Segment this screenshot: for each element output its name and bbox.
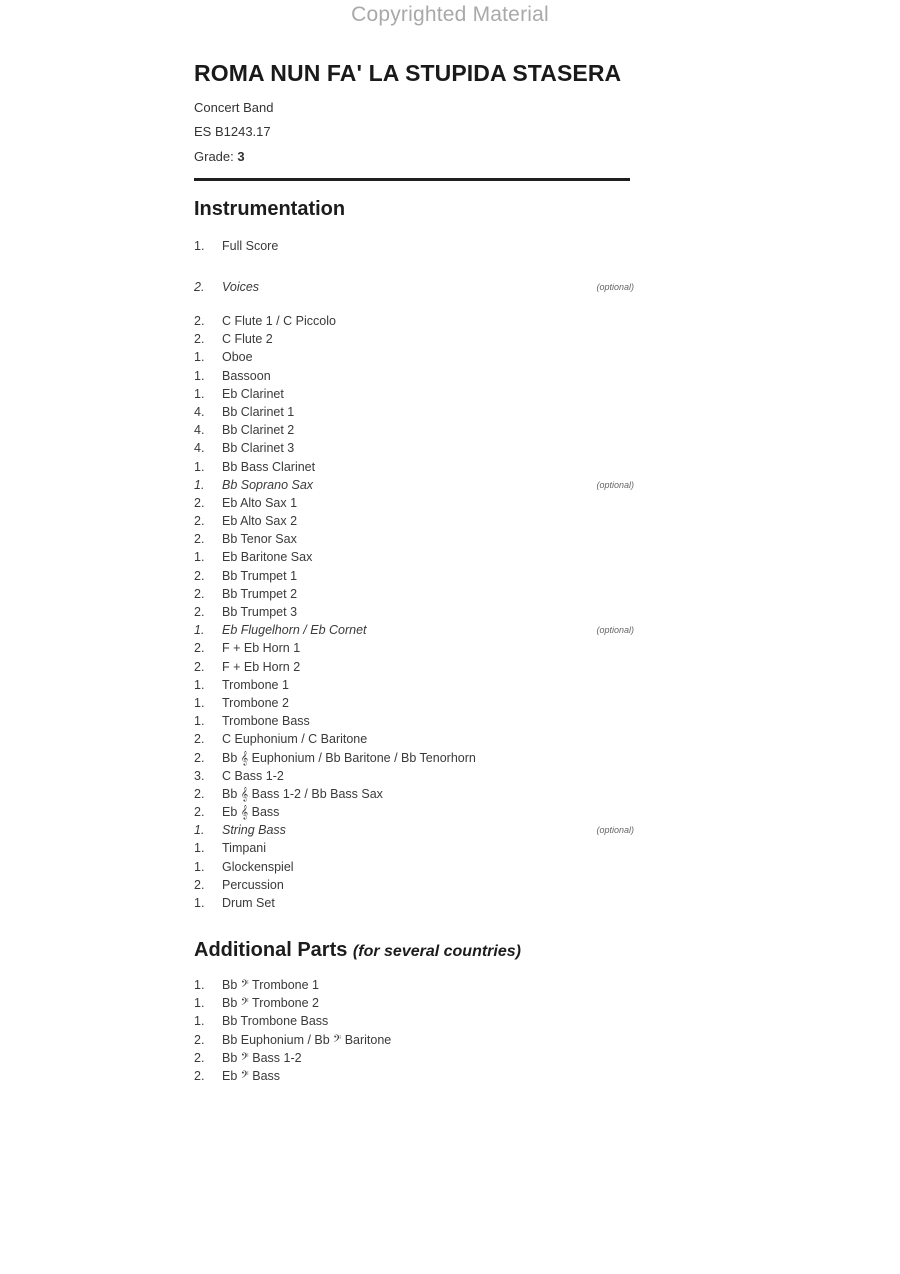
part-quantity: 2. [194, 805, 205, 820]
part-quantity: 1. [194, 477, 205, 492]
part-quantity: 2. [194, 641, 205, 656]
part-row [194, 1012, 634, 1030]
part-row [194, 367, 634, 385]
grade-value: 3 [237, 149, 245, 164]
part-quantity: 1. [194, 350, 205, 365]
part-row [194, 494, 634, 512]
part-row [194, 530, 634, 548]
part-row [194, 603, 634, 621]
part-row [194, 639, 634, 657]
optional-label: (optional) [596, 625, 634, 636]
part-name: Bb Trumpet 1 [222, 568, 298, 583]
part-quantity: 2. [194, 1068, 205, 1083]
part-name: Trombone 2 [222, 695, 289, 710]
catalog-number: ES B1243.17 [194, 124, 271, 139]
part-name: Eb Alto Sax 2 [222, 514, 298, 529]
part-name: Bb Clarinet 1 [222, 404, 295, 419]
part-row [194, 749, 634, 767]
part-quantity: 2. [194, 495, 205, 510]
parts-list [194, 312, 634, 912]
part-row [194, 785, 634, 803]
part-quantity: 1. [194, 623, 205, 638]
grade-label: Grade: [194, 149, 234, 164]
instrumentation-heading: Instrumentation [194, 198, 346, 220]
additional-parts-subtitle: (for several countries) [352, 943, 521, 960]
part-quantity: 1. [194, 695, 205, 710]
part-row [194, 839, 634, 857]
part-quantity: 1. [194, 1014, 205, 1029]
part-quantity: 1. [194, 368, 205, 383]
part-row [194, 894, 634, 912]
part-row [194, 567, 634, 585]
part-name: String Bass [222, 823, 286, 838]
part-quantity: 1. [194, 978, 205, 992]
part-name: Glockenspiel [222, 859, 294, 874]
part-name: Bb 𝄞 Euphonium / Bb Baritone / Bb Tenorhorn [222, 750, 476, 765]
part-name: Bb Clarinet 2 [222, 423, 295, 438]
part-name: Trombone 1 [222, 677, 289, 692]
part-row [194, 403, 634, 421]
copyright-watermark: Copyrighted Material [351, 3, 549, 26]
part-row [194, 278, 634, 296]
part-row [194, 803, 634, 821]
part-row [194, 312, 634, 330]
part-row [194, 821, 634, 839]
part-quantity: 2. [194, 314, 205, 328]
part-name: Full Score [222, 239, 279, 253]
title-divider [194, 178, 630, 181]
part-row [194, 730, 634, 748]
score-list [194, 237, 634, 255]
part-name: C Euphonium / C Baritone [222, 732, 368, 747]
grade-line [194, 149, 245, 164]
part-name: Bassoon [222, 368, 271, 383]
part-name: Eb Alto Sax 1 [222, 495, 298, 510]
part-row [194, 676, 634, 694]
part-row [194, 1049, 634, 1067]
part-name: Eb Clarinet [222, 386, 284, 401]
part-row [194, 512, 634, 530]
part-quantity: 1. [194, 859, 205, 874]
part-row [194, 385, 634, 403]
part-name: Bb Soprano Sax [222, 477, 314, 492]
part-row [194, 694, 634, 712]
part-quantity: 4. [194, 404, 205, 419]
part-name: Bb 𝄢 Trombone 2 [222, 996, 319, 1011]
part-row [194, 439, 634, 457]
part-quantity: 3. [194, 768, 205, 783]
part-quantity: 1. [194, 841, 205, 856]
part-quantity: 1. [194, 896, 205, 910]
part-name: Bb 𝄞 Bass 1-2 / Bb Bass Sax [222, 786, 383, 801]
part-row [194, 330, 634, 348]
optional-label: (optional) [596, 825, 634, 836]
part-quantity: 2. [194, 786, 205, 801]
part-row [194, 621, 634, 639]
part-name: Percussion [222, 877, 284, 892]
part-name: Eb 𝄞 Bass [222, 805, 280, 820]
optional-label: (optional) [596, 282, 634, 292]
part-quantity: 1. [194, 677, 205, 692]
part-name: Voices [222, 280, 260, 294]
part-row [194, 712, 634, 730]
part-name: Oboe [222, 350, 253, 365]
part-quantity: 1. [194, 550, 205, 565]
part-quantity: 1. [194, 386, 205, 401]
part-name: Eb 𝄢 Bass [222, 1068, 281, 1083]
part-row [194, 858, 634, 876]
part-row [194, 458, 634, 476]
part-quantity: 2. [194, 514, 205, 529]
part-name: Bb 𝄢 Bass 1-2 [222, 1050, 302, 1065]
part-quantity: 1. [194, 714, 205, 729]
piece-title: ROMA NUN FA' LA STUPIDA STASERA [194, 60, 622, 86]
part-name: F + Eb Horn 2 [222, 659, 301, 674]
part-name: Bb Clarinet 3 [222, 441, 295, 456]
part-row [194, 1031, 634, 1049]
part-quantity: 1. [194, 996, 205, 1011]
part-quantity: 2. [194, 732, 205, 747]
part-quantity: 2. [194, 280, 205, 294]
part-name: Bb Tenor Sax [222, 532, 297, 547]
part-name: Bb Trumpet 2 [222, 586, 298, 601]
part-row [194, 348, 634, 366]
part-row [194, 548, 634, 566]
part-quantity: 2. [194, 332, 205, 347]
part-quantity: 2. [194, 877, 205, 892]
additional-parts-list [194, 976, 634, 1085]
part-name: Trombone Bass [222, 714, 310, 729]
part-name: Bb 𝄢 Trombone 1 [222, 978, 319, 992]
part-quantity: 2. [194, 605, 205, 619]
part-quantity: 2. [194, 1050, 205, 1065]
part-row [194, 237, 634, 255]
part-quantity: 2. [194, 1032, 205, 1047]
part-quantity: 2. [194, 532, 205, 547]
part-row [194, 876, 634, 894]
part-row [194, 476, 634, 494]
part-name: C Flute 2 [222, 332, 273, 347]
part-row [194, 767, 634, 785]
voices-list [194, 278, 634, 296]
part-name: Timpani [222, 841, 266, 856]
part-name: Bb Trombone Bass [222, 1014, 329, 1029]
part-name: Bb Euphonium / Bb 𝄢 Baritone [222, 1032, 392, 1047]
additional-parts-heading [194, 939, 521, 962]
part-row [194, 976, 634, 994]
part-row [194, 994, 634, 1012]
part-name: Eb Baritone Sax [222, 550, 313, 565]
part-quantity: 4. [194, 423, 205, 438]
part-quantity: 2. [194, 568, 205, 583]
part-name: Bb Bass Clarinet [222, 459, 316, 474]
ensemble-label: Concert Band [194, 100, 274, 115]
part-name: C Flute 1 / C Piccolo [222, 314, 336, 328]
part-name: F + Eb Horn 1 [222, 641, 301, 656]
part-quantity: 4. [194, 441, 205, 456]
part-quantity: 1. [194, 239, 205, 253]
part-row [194, 658, 634, 676]
part-row [194, 585, 634, 603]
part-quantity: 1. [194, 459, 205, 474]
part-quantity: 2. [194, 659, 205, 674]
part-row [194, 1067, 634, 1085]
additional-parts-title: Additional Parts [194, 939, 348, 961]
optional-label: (optional) [596, 479, 634, 490]
part-quantity: 2. [194, 750, 205, 765]
part-name: Drum Set [222, 896, 275, 910]
part-name: Eb Flugelhorn / Eb Cornet [222, 623, 367, 638]
part-row [194, 421, 634, 439]
part-name: Bb Trumpet 3 [222, 605, 298, 619]
part-name: C Bass 1-2 [222, 768, 284, 783]
part-quantity: 2. [194, 586, 205, 601]
part-quantity: 1. [194, 823, 205, 838]
